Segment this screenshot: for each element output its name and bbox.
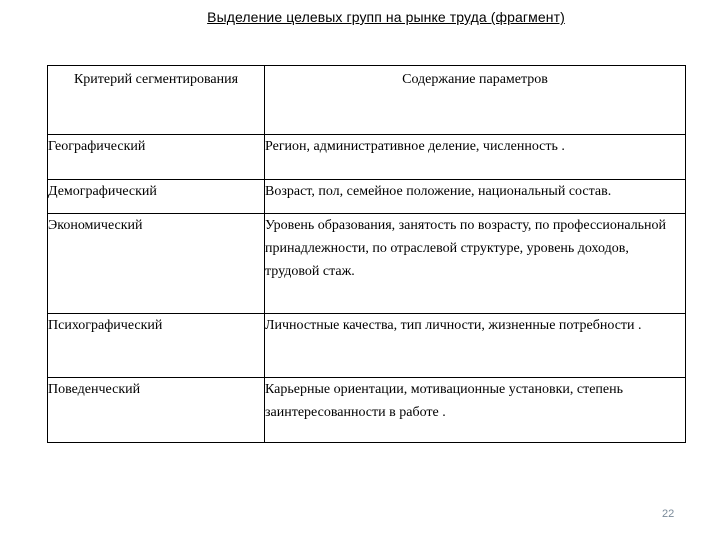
table-row xyxy=(48,180,686,214)
criterion-cell: Географический xyxy=(48,135,265,180)
criterion-cell: Психографический xyxy=(48,314,265,378)
slide-title xyxy=(0,9,720,25)
page-number: 22 xyxy=(662,508,675,520)
table-row xyxy=(48,135,686,180)
header-criterion: Критерий сегментирования xyxy=(48,66,265,135)
content-cell: Уровень образования, занятость по возрасту, по профессиональной принадлежности, по отраслевой структуре, уровень доходов, трудовой стаж. xyxy=(265,214,686,314)
criterion-cell: Поведенческий xyxy=(48,378,265,443)
table-row xyxy=(48,214,686,314)
table-header-row xyxy=(48,66,686,135)
criterion-cell: Экономический xyxy=(48,214,265,314)
content-cell: Регион, административное деление, численность . xyxy=(265,135,686,180)
segmentation-table xyxy=(47,65,686,443)
table-row xyxy=(48,314,686,378)
content-cell: Личностные качества, тип личности, жизненные потребности . xyxy=(265,314,686,378)
criterion-cell: Демографический xyxy=(48,180,265,214)
content-cell: Возраст, пол, семейное положение, национальный состав. xyxy=(265,180,686,214)
table-row xyxy=(48,378,686,443)
slide-title-text: Выделение целевых групп на рынке труда (фрагмент) xyxy=(207,9,565,25)
content-cell: Карьерные ориентации, мотивационные установки, степень заинтересованности в работе . xyxy=(265,378,686,443)
header-content: Содержание параметров xyxy=(265,66,686,135)
